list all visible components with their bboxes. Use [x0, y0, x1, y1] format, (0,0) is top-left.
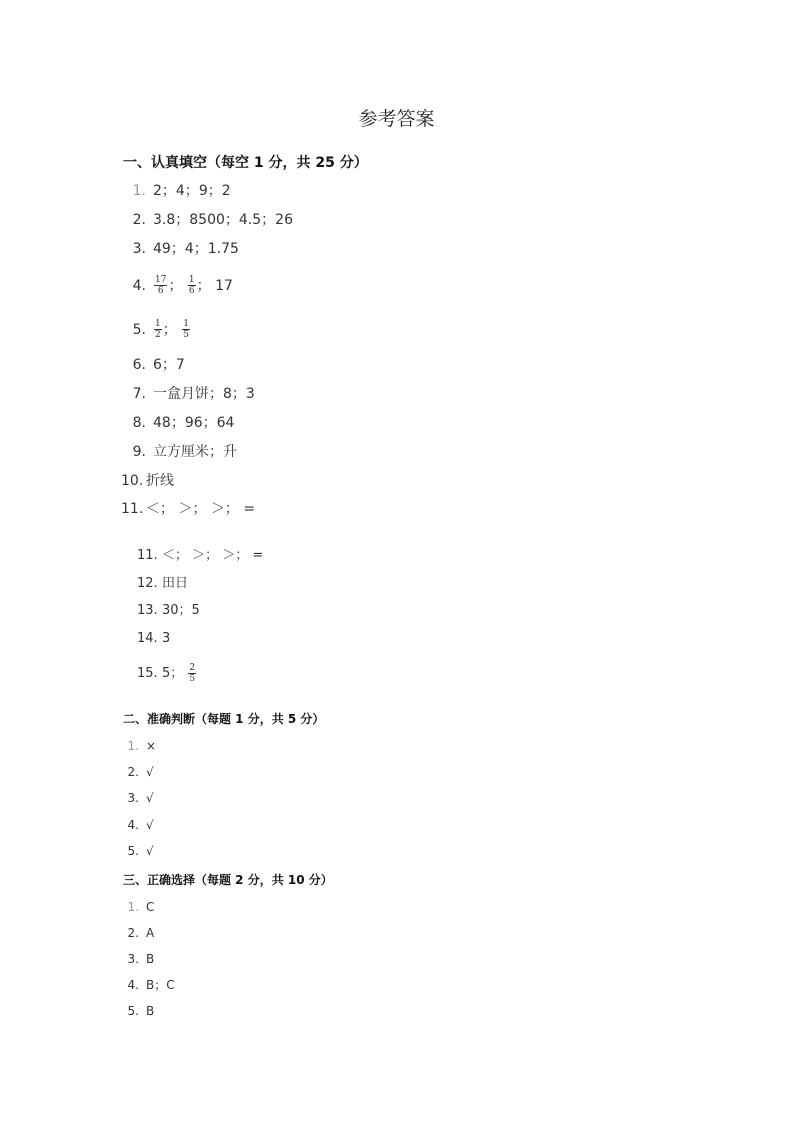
fraction: $\frac{1}{5}$	[183, 319, 189, 340]
item-number: 15.	[137, 666, 158, 681]
list-item	[127, 899, 154, 915]
item-number: 6.	[132, 357, 146, 373]
item-number: 3.	[127, 791, 139, 805]
item-answer: 立方厘米；升	[153, 444, 237, 460]
section-heading-judgement: 二、准确判断（每题 1 分，共 5 分）	[123, 712, 325, 726]
item-answer: B	[146, 1004, 155, 1018]
item-answer: √	[146, 844, 154, 858]
item-number: 7.	[132, 386, 146, 402]
list-item	[130, 275, 233, 296]
item-number: 1.	[127, 739, 139, 753]
list-item	[130, 240, 239, 258]
list-item	[127, 977, 175, 993]
item-number: 4.	[132, 277, 146, 294]
list-item	[130, 211, 293, 229]
item-answer: ×	[146, 739, 157, 753]
item-number: 5.	[132, 321, 146, 338]
list-item	[137, 630, 170, 647]
list-item	[127, 925, 154, 941]
item-answer: 30；5	[162, 603, 200, 618]
item-number: 12.	[137, 576, 158, 591]
item-number: 1.	[127, 900, 139, 914]
item-answer: 一盒月饼；8；3	[153, 386, 255, 402]
item-number: 13.	[137, 603, 158, 618]
item-answer: √	[146, 818, 154, 832]
item-number: 14.	[137, 631, 158, 646]
item-number: 3.	[132, 241, 146, 257]
item-number: 5.	[127, 1004, 139, 1018]
item-answer: 5； $\frac{2}{5}$	[162, 663, 196, 684]
item-answer: B；C	[146, 978, 175, 992]
list-item	[130, 319, 191, 340]
item-answer: 折线	[146, 473, 174, 489]
item-answer: $\frac{1}{2}$ ； $\frac{1}{5}$	[155, 319, 189, 340]
item-number: 8.	[132, 415, 146, 431]
list-item	[130, 443, 237, 461]
section-heading-fill-in: 一、认真填空（每空 1 分，共 25 分）	[123, 155, 368, 171]
item-number: 2.	[132, 212, 146, 228]
list-item	[127, 843, 154, 859]
item-answer: 49；4；1.75	[153, 241, 239, 257]
item-answer: A	[146, 926, 155, 940]
item-answer: 3	[162, 631, 171, 646]
item-number: 11.	[137, 548, 158, 563]
item-number: 2.	[127, 765, 139, 779]
item-answer: B	[146, 952, 155, 966]
fraction: $\frac{1}{6}$	[188, 275, 195, 296]
item-answer: C	[146, 900, 155, 914]
item-answer: 48；96；64	[153, 415, 235, 431]
page-title: 参考答案	[358, 108, 435, 130]
list-item	[127, 951, 154, 967]
item-number: 5.	[127, 844, 139, 858]
list-item	[137, 602, 200, 619]
list-item	[130, 385, 255, 403]
list-item	[130, 356, 185, 374]
item-answer: 6；7	[153, 357, 185, 373]
item-answer: √	[146, 765, 154, 779]
list-item	[130, 182, 231, 200]
item-answer: 2；4；9；2	[153, 183, 231, 199]
list-item	[137, 663, 197, 684]
item-number: 3.	[127, 952, 139, 966]
list-item	[127, 738, 156, 754]
item-answer: ＜； ＞； ＞； =	[162, 548, 264, 563]
item-answer: $\frac{17}{6}$ ； $\frac{1}{6}$ ； 17	[155, 275, 233, 296]
item-number: 9.	[132, 444, 146, 460]
list-item	[121, 472, 174, 490]
list-item	[137, 575, 188, 592]
item-answer: √	[146, 791, 154, 805]
item-answer: 3.8；8500；4.5；26	[153, 212, 293, 228]
list-item	[130, 414, 234, 432]
list-item	[127, 817, 154, 833]
fraction: $\frac{1}{2}$	[155, 319, 161, 340]
fraction: $\frac{2}{5}$	[189, 663, 196, 684]
list-item	[137, 547, 263, 564]
fraction: $\frac{17}{6}$	[155, 275, 167, 296]
item-answer: ＜； ＞； ＞； =	[146, 501, 256, 517]
list-item	[127, 1003, 154, 1019]
item-number: 2.	[127, 926, 139, 940]
item-number: 11.	[121, 501, 144, 517]
item-number: 4.	[127, 978, 139, 992]
item-number: 4.	[127, 818, 139, 832]
list-item	[127, 764, 154, 780]
item-answer: 田日	[162, 576, 189, 591]
item-number: 1.	[132, 183, 146, 199]
section-heading-choice: 三、正确选择（每题 2 分，共 10 分）	[123, 873, 333, 887]
list-item	[121, 500, 255, 518]
list-item	[127, 790, 154, 806]
item-number: 10.	[121, 473, 144, 489]
